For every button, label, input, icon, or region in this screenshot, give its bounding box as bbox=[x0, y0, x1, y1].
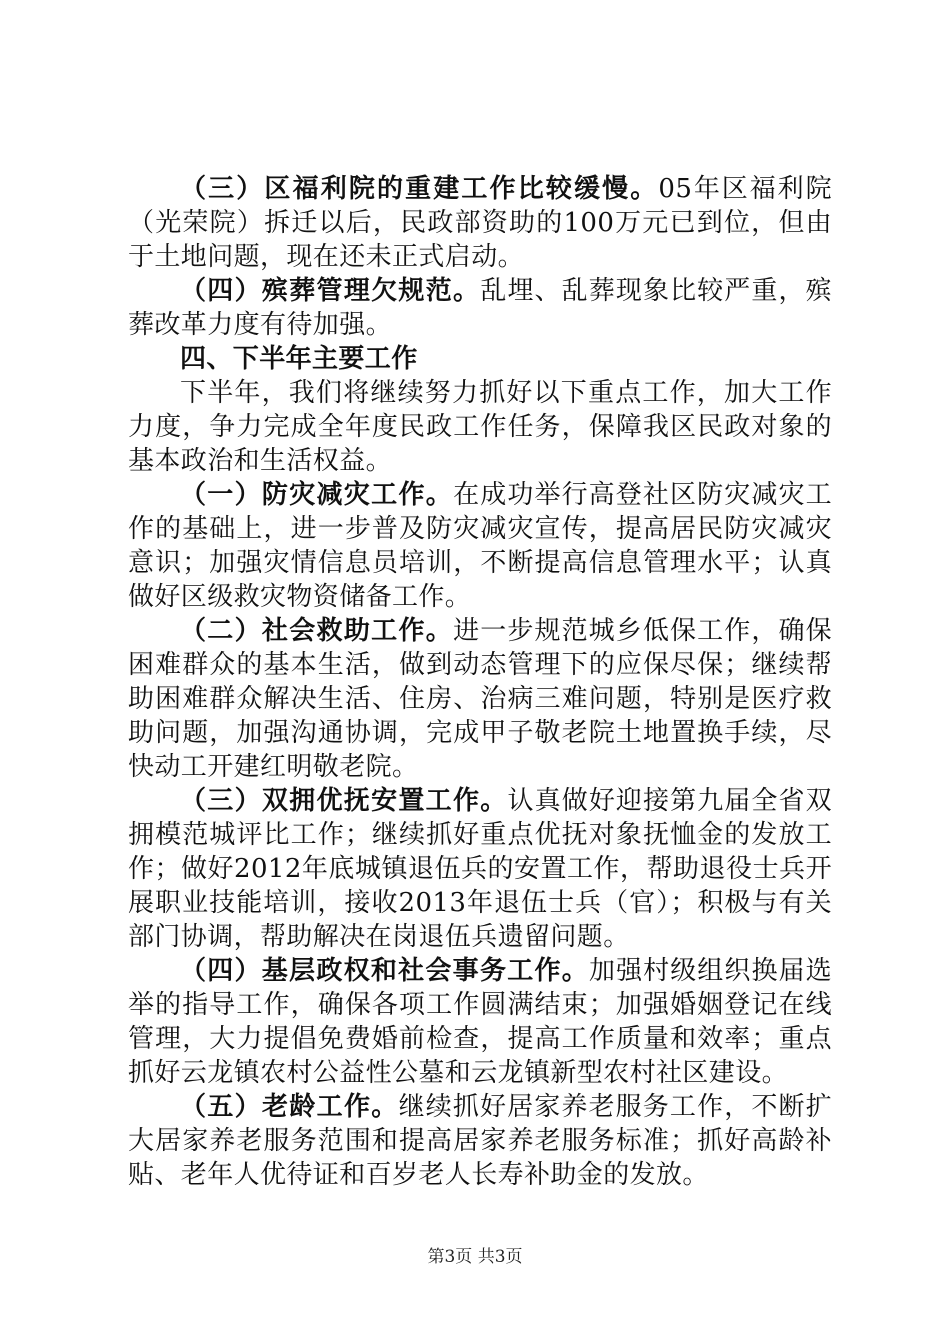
paragraph-elderly-work bbox=[128, 1090, 832, 1192]
paragraph-heading: （二）社会救助工作。 bbox=[180, 616, 454, 646]
section-title: 四、下半年主要工作 bbox=[180, 344, 418, 374]
paragraph-military-support bbox=[128, 784, 832, 954]
paragraph-welfare-home bbox=[128, 172, 832, 274]
paragraph-heading: （一）防灾减灾工作。 bbox=[180, 480, 454, 510]
document-body bbox=[128, 172, 832, 1192]
paragraph-heading: （四）殡葬管理欠规范。 bbox=[180, 276, 481, 306]
paragraph-heading: （五）老龄工作。 bbox=[180, 1092, 399, 1122]
paragraph-text: 05年区福利院（光荣院）拆迁以后，民政部资助的100万元已到位，但由于土地问题，现在还未正式启动。 bbox=[128, 174, 832, 272]
paragraph-text: 进一步规范城乡低保工作，确保困难群众的基本生活，做到动态管理下的应保尽保；继续帮助困难群众解决生活、住房、治病三难问题，特别是医疗救助问题，加强沟通协调，完成甲子敬老院土地置换手续，尽快动工开建红明敬老院。 bbox=[128, 616, 832, 782]
paragraph-social-assistance bbox=[128, 614, 832, 784]
paragraph-text: 加强村级组织换届选举的指导工作，确保各项工作圆满结束；加强婚姻登记在线管理，大力提倡免费婚前检查，提高工作质量和效率；重点抓好云龙镇农村公益性公墓和云龙镇新型农村社区建设。 bbox=[128, 956, 832, 1088]
page-footer: 第3页 共3页 bbox=[427, 1247, 523, 1267]
paragraph-text: 认真做好迎接第九届全省双拥模范城评比工作；继续抓好重点优抚对象抚恤金的发放工作；做好2012年底城镇退伍兵的安置工作，帮助退役士兵开展职业技能培训，接收2013年退伍士兵（官）；积极与有关部门协调，帮助解决在岗退伍兵遗留问题。 bbox=[128, 786, 832, 952]
paragraph-grassroots-affairs bbox=[128, 954, 832, 1090]
paragraph-heading: （四）基层政权和社会事务工作。 bbox=[180, 956, 590, 986]
paragraph-text: 在成功举行高登社区防灾减灾工作的基础上，进一步普及防灾减灾宣传，提高居民防灾减灾意识；加强灾情信息员培训，不断提高信息管理水平；认真做好区级救灾物资储备工作。 bbox=[128, 480, 832, 612]
paragraph-disaster-prevention bbox=[128, 478, 832, 614]
paragraph-text: 乱埋、乱葬现象比较严重，殡葬改革力度有待加强。 bbox=[128, 276, 832, 340]
section-intro: 下半年，我们将继续努力抓好以下重点工作，加大工作力度，争力完成全年度民政工作任务，保障我区民政对象的基本政治和生活权益。 bbox=[128, 378, 832, 476]
paragraph-funeral-management bbox=[128, 274, 832, 342]
paragraph-heading: （三）双拥优抚安置工作。 bbox=[180, 786, 508, 816]
paragraph-heading: （三）区福利院的重建工作比较缓慢。 bbox=[180, 174, 659, 204]
paragraph-text: 继续抓好居家养老服务工作，不断扩大居家养老服务范围和提高居家养老服务标准；抓好高龄补贴、老年人优待证和百岁老人长寿补助金的发放。 bbox=[128, 1092, 832, 1190]
